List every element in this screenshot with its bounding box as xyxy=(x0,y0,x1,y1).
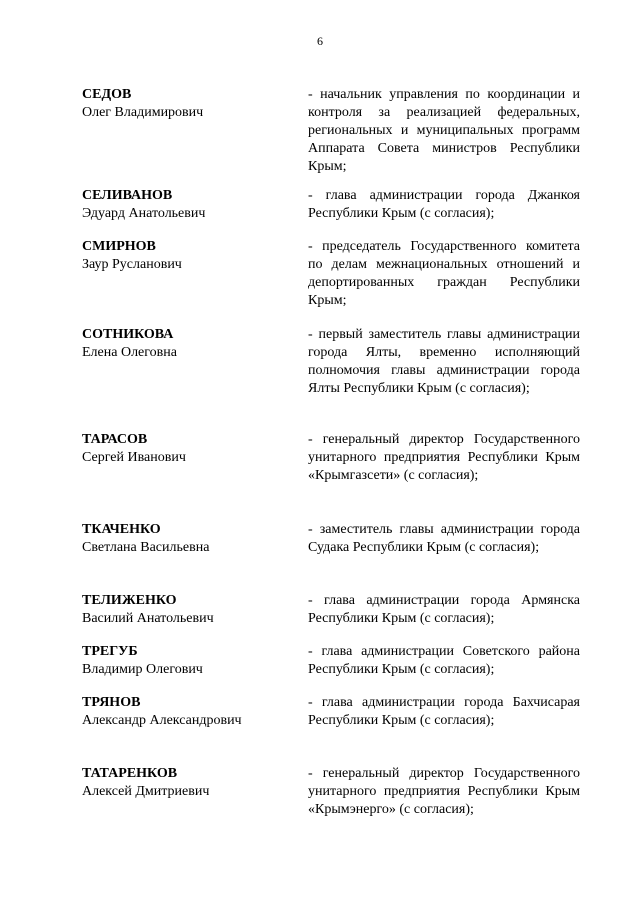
member-name xyxy=(82,643,302,679)
member-position: - глава администрации города Джанкоя Республики Крым (с согласия); xyxy=(308,188,580,221)
member-surname: ТЕЛИЖЕНКО xyxy=(82,593,177,608)
member-position: - заместитель главы администрации города Судака Республики Крым (с согласия); xyxy=(308,522,580,555)
member-name xyxy=(82,521,302,557)
member-name xyxy=(82,86,302,122)
member-name xyxy=(82,238,302,274)
member-given-name: Александр Александрович xyxy=(82,713,242,728)
member-given-name: Алексей Дмитриевич xyxy=(82,784,210,799)
member-surname: СЕЛИВАНОВ xyxy=(82,188,173,203)
member-surname: ТАТАРЕНКОВ xyxy=(82,766,178,781)
member-position: - начальник управления по координации и контроля за реализацией федеральных, региональных и муниципальных программ Аппарата Совета министров Республики Крым; xyxy=(308,87,580,174)
member-position: - глава администрации Советского района Республики Крым (с согласия); xyxy=(308,644,580,677)
member-name xyxy=(82,326,302,362)
member-name xyxy=(82,187,302,223)
member-surname: ТКАЧЕНКО xyxy=(82,522,161,537)
member-given-name: Светлана Васильевна xyxy=(82,540,210,555)
member-given-name: Сергей Иванович xyxy=(82,450,186,465)
member-position: - генеральный директор Государственного унитарного предприятия Республики Крым «Крымэнерго» (с согласия); xyxy=(308,766,580,817)
member-surname: СЕДОВ xyxy=(82,87,132,102)
member-given-name: Владимир Олегович xyxy=(82,662,203,677)
member-position: - председатель Государственного комитета по делам межнациональных отношений и депортированных граждан Республики Крым; xyxy=(308,239,580,308)
member-given-name: Василий Анатольевич xyxy=(82,611,214,626)
member-name xyxy=(82,694,302,730)
member-position: - генеральный директор Государственного унитарного предприятия Республики Крым «Крымгазсети» (с согласия); xyxy=(308,432,580,483)
member-position: - первый заместитель главы администрации города Ялты, временно исполняющий полномочия главы администрации города Ялты Республики Крым (с согласия); xyxy=(308,327,580,396)
member-name xyxy=(82,592,302,628)
member-given-name: Заур Русланович xyxy=(82,257,182,272)
member-surname: ТРЕГУБ xyxy=(82,644,138,659)
member-given-name: Олег Владимирович xyxy=(82,105,204,120)
member-name xyxy=(82,431,302,467)
member-surname: ТАРАСОВ xyxy=(82,432,148,447)
member-position: - глава администрации города Бахчисарая Республики Крым (с согласия); xyxy=(308,695,580,728)
page-number: 6 xyxy=(317,34,323,48)
member-surname: СМИРНОВ xyxy=(82,239,156,254)
member-given-name: Елена Олеговна xyxy=(82,345,177,360)
member-position: - глава администрации города Армянска Республики Крым (с согласия); xyxy=(308,593,580,626)
member-given-name: Эдуард Анатольевич xyxy=(82,206,206,221)
member-surname: ТРЯНОВ xyxy=(82,695,141,710)
member-surname: СОТНИКОВА xyxy=(82,327,174,342)
member-name xyxy=(82,765,302,801)
